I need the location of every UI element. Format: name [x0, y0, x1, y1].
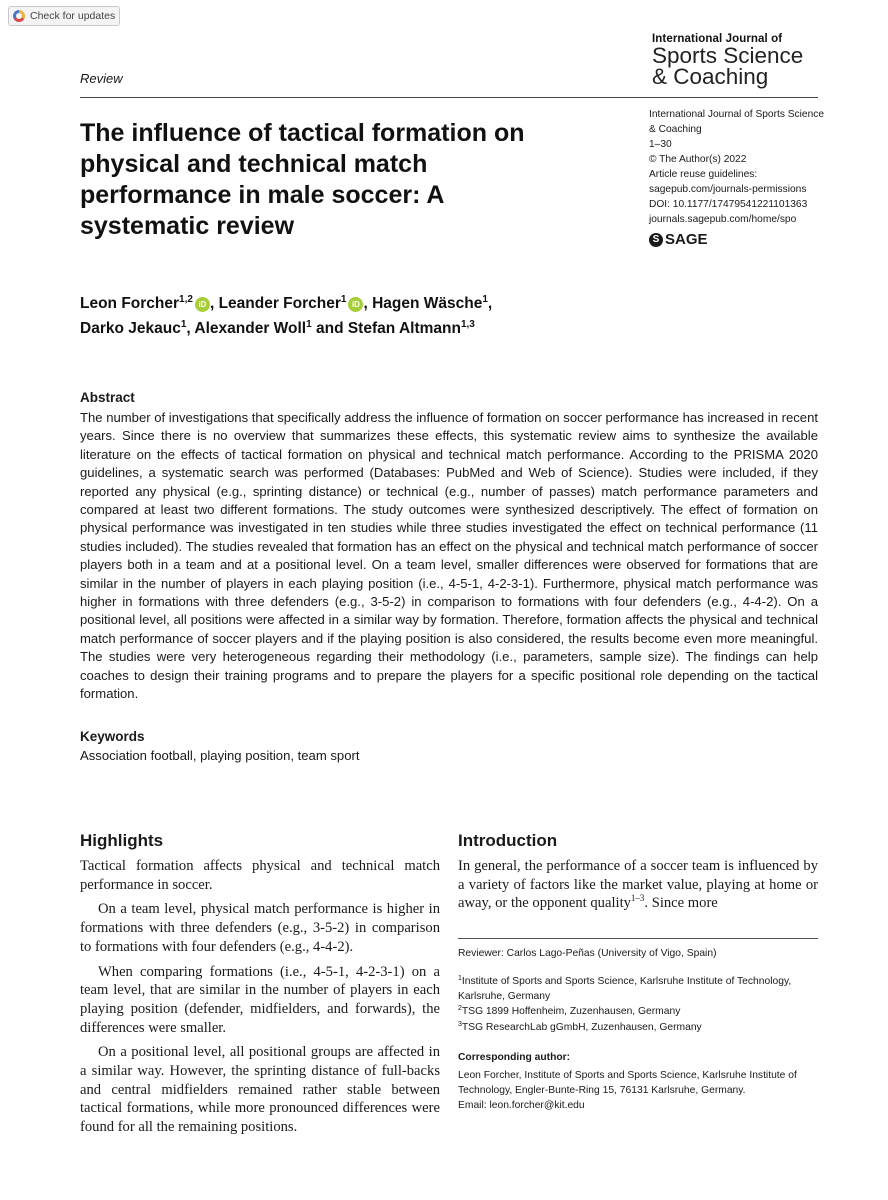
orcid-icon[interactable]: iD: [195, 297, 210, 312]
corresponding-author: [458, 1068, 820, 1114]
keywords-text: Association football, playing position, team sport: [80, 748, 360, 763]
author-separator: ,: [487, 295, 493, 312]
author-name: Leander Forcher: [218, 295, 341, 312]
author-name: Darko Jekauc: [80, 320, 181, 337]
meta-line: © The Author(s) 2022: [649, 154, 747, 165]
affiliation: [458, 974, 820, 1004]
author-affiliation: 1: [180, 319, 187, 330]
introduction-body: [458, 857, 818, 913]
keywords-heading: Keywords: [80, 729, 145, 744]
author-separator: and: [311, 320, 348, 337]
header-divider: [80, 97, 818, 98]
author-affiliation: 1: [340, 294, 347, 305]
meta-line: International Journal of Sports Science: [649, 109, 824, 120]
highlights-heading: Highlights: [80, 831, 164, 850]
author-affiliation: 1: [482, 294, 488, 305]
meta-line: 1–30: [649, 139, 672, 150]
author-list: [80, 291, 640, 341]
affiliation: [458, 1004, 820, 1019]
abstract-text: The number of investigations that specifically address the influence of formation on soccer performance has increased in recent years. Since there is no overview that summarizes these effects, this systematic review aims to synthesize the available literature on the effects of tactical formation on physical and technical match performance. According to the PRISMA 2020 guidelines, a systematic search was performed (Databases: PubMed and Web of Science). Studies were included, if they reported any physical (e.g., sprinting distance) or technical (e.g., number of passes) match performance parameters and compared at least two different formations. The study outcomes were synthesized descriptively. The effect of formation on physical performance was investigated in ten studies while three studies investigated the effect on technical performance (11 studies included). The studies revealed that formation has an effect on the physical and technical match performance of soccer players both in a team and at a positional level. On a team level, smaller differences were observed for formations that are similar in the number of players in each playing position (i.e., 4-5-1, 4-2-3-1). Furthermore, physical match performance was higher in formations with three defenders (e.g., 3-5-2) in comparison to formations with four defenders (e.g., 4-4-2). On a positional level, all positions were affected in a similar way by formation. Therefore, formation affects the physical and technical match performance of soccer players and if the playing position is also considered, the results become even more meaningful. The studies were very heterogeneous regarding their methodology (i.e., parameters, sample size). The findings can help coaches to design their training programs and to prepare the players for a specific positional role depending on the tactical formation.: [80, 410, 819, 702]
crossmark-icon: [13, 10, 25, 22]
affiliation-number: 3: [458, 1020, 462, 1028]
affiliation: [458, 1020, 820, 1035]
affiliation-text: Institute of Sports and Sports Science, Karlsruhe Institute of Technology, Karlsruhe, Germany: [458, 976, 792, 1003]
reuse-link[interactable]: sagepub.com/journals-permissions: [649, 184, 807, 195]
journal-logo-line3: & Coaching: [652, 64, 769, 89]
affiliation-text: TSG ResearchLab gGmbH, Zuzenhausen, Germany: [461, 1021, 702, 1033]
highlight-paragraph: On a positional level, all positional groups are affected in a similar way. However, the sprinting distance of full-backs and central midfielders remained rather stable between tactical formations, while more pronounced differences were found for all the remaining positions.: [80, 1044, 440, 1136]
publisher-name: SAGE: [665, 231, 708, 248]
highlight-paragraph: On a team level, physical match performance is higher in formations with three defenders (e.g., 3-5-2) in comparison to formations with four defenders (e.g., 4-4-2).: [80, 901, 440, 955]
article-type: Review: [80, 71, 123, 86]
highlights-body: [80, 857, 440, 1143]
author-affiliation: 1,2: [179, 294, 193, 305]
corresponding-address: Leon Forcher, Institute of Sports and Sports Science, Karlsruhe Institute of Technology, Engler-Bunte-Ring 15, 76131 Karlsruhe, Germany.: [458, 1070, 797, 1097]
article-title: The influence of tactical formation on physical and technical match performance in male soccer: A systematic review: [80, 119, 525, 240]
highlight-paragraph: Tactical formation affects physical and technical match performance in soccer.: [80, 858, 440, 893]
check-for-updates-label: Check for updates: [30, 10, 116, 22]
affiliation-text: TSG 1899 Hoffenheim, Zuzenhausen, Germany: [461, 1006, 681, 1018]
author-affiliation: 1: [306, 319, 312, 330]
author-name: Leon Forcher: [80, 295, 180, 312]
corresponding-email[interactable]: Email: leon.forcher@kit.edu: [458, 1100, 585, 1112]
affiliation-number: 2: [458, 1005, 462, 1013]
meta-line: & Coaching: [649, 124, 702, 135]
author-name: Stefan Altmann: [347, 320, 461, 337]
introduction-heading: Introduction: [458, 831, 558, 850]
orcid-icon[interactable]: iD: [348, 297, 363, 312]
meta-line: Article reuse guidelines:: [649, 169, 758, 180]
article-metadata: [649, 107, 849, 247]
sage-icon: S: [649, 233, 663, 247]
affiliations: [458, 974, 820, 1035]
author-separator: ,: [186, 320, 195, 337]
author-name: Hagen Wäsche: [372, 295, 483, 312]
affiliation-number: 1: [458, 975, 462, 982]
journal-link[interactable]: journals.sagepub.com/home/spo: [649, 214, 797, 225]
abstract-heading: Abstract: [80, 390, 135, 405]
author-affiliation: 1,3: [460, 319, 475, 330]
highlight-paragraph: When comparing formations (i.e., 4-5-1, 4-2-3-1) on a team level, that are similar in the number of players in each playing position (defender, midfielders, and forwards), the differences were smaller.: [80, 963, 440, 1036]
corresponding-author-heading: Corresponding author:: [458, 1052, 571, 1063]
intro-text: In general, the performance of a soccer team is influenced by a variety of factors like the market value, playing at home or away, or the opponent quality: [458, 858, 818, 912]
citation[interactable]: 1–3: [630, 893, 645, 904]
author-separator: ,: [363, 295, 373, 312]
author-name: Alexander Woll: [194, 320, 307, 337]
footnote-divider: [458, 938, 818, 939]
publisher-logo: [649, 232, 849, 247]
author-separator: ,: [209, 295, 219, 312]
check-for-updates-button[interactable]: [8, 6, 120, 26]
journal-logo-line2: Sports Science: [652, 43, 804, 68]
intro-text-cont: . Since more: [644, 895, 718, 912]
journal-logo-line1: International Journal of: [652, 33, 783, 45]
doi[interactable]: DOI: 10.1177/17479541221101363: [649, 199, 808, 210]
reviewer-note: Reviewer: Carlos Lago-Peñas (University of Vigo, Spain): [458, 948, 717, 959]
journal-logo: [652, 33, 852, 87]
